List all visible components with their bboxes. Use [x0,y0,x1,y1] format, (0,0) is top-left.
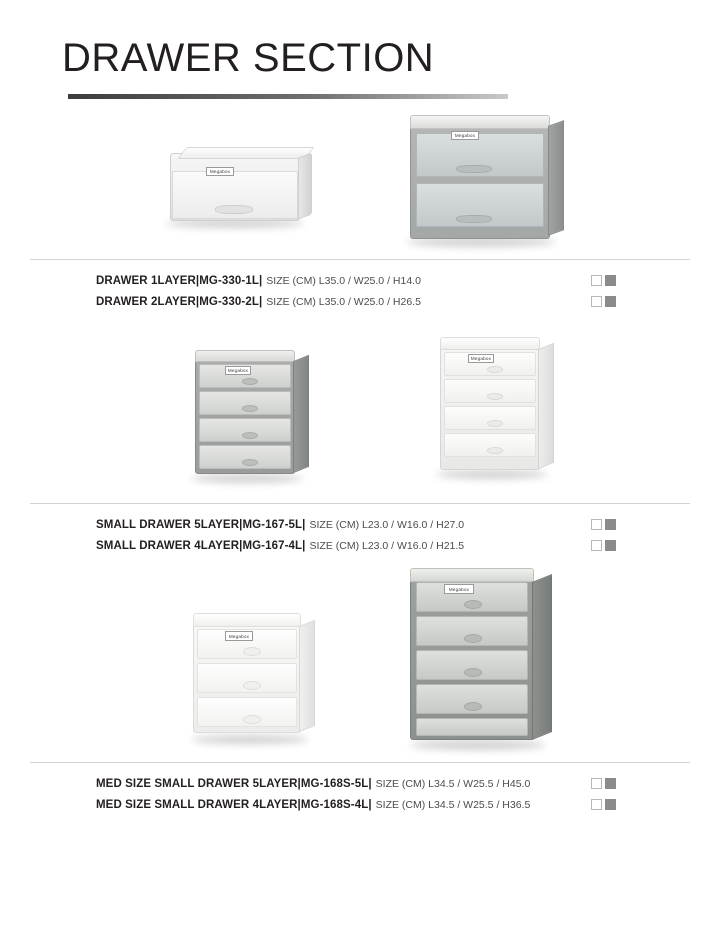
separator: | [368,777,372,790]
brand-label: Megabox [225,631,253,641]
separator: | [302,539,306,552]
section-drawer-330 [0,99,720,318]
product-size: SIZE (CM) L34.5 / W25.5 / H36.5 [375,798,531,811]
spec-block-1 [0,260,720,318]
separator: | [368,798,372,811]
color-swatches [591,296,690,307]
drawer-handle [215,205,253,214]
product-stage-2 [0,318,720,503]
swatch-gray[interactable] [605,275,616,286]
page-header [0,0,720,99]
product-image-med-drawer-5layer [400,562,560,757]
shadow [410,740,546,750]
drawer-pull-1 [487,366,503,373]
drawer-pull-2 [242,405,258,412]
product-size: SIZE (CM) L23.0 / W16.0 / H21.5 [309,539,465,552]
swatch-gray[interactable] [605,519,616,530]
product-name: DRAWER 1LAYER [96,274,196,287]
brand-label: Megabox [468,354,494,363]
cabinet-side-face [548,120,564,236]
cabinet-side-face [532,574,552,740]
product-image-drawer-1layer [160,145,310,229]
separator: | [195,274,200,287]
spec-block-2 [0,504,720,562]
product-image-med-drawer-4layer [185,605,315,750]
product-name: MED SIZE SMALL DRAWER 4LAYER [96,798,298,811]
shadow [191,474,303,483]
drawer-pull-4 [487,447,503,454]
swatch-white[interactable] [591,799,602,810]
color-swatches [591,799,690,810]
product-code: MG-168S-4L [300,798,369,811]
drawer-pull-4 [242,459,258,466]
product-size: SIZE (CM) L35.0 / W25.0 / H26.5 [266,295,421,308]
swatch-gray[interactable] [605,799,616,810]
swatch-white[interactable] [591,519,602,530]
product-size: SIZE (CM) L35.0 / W25.0 / H14.0 [266,274,421,287]
swatch-white[interactable] [591,778,602,789]
spec-row [30,291,690,312]
drawer-top-face [177,147,314,159]
drawer-pull-2 [487,393,503,400]
brand-label: Megabox [225,366,251,375]
separator: | [258,274,263,287]
product-code: MG-168S-5L [300,777,369,790]
product-size: SIZE (CM) L34.5 / W25.5 / H45.0 [375,777,531,790]
spec-row [30,773,690,794]
drawer-pull-3 [464,668,482,677]
cabinet-top-lid [410,568,534,582]
drawer-pull-1 [243,647,261,656]
cabinet-side-face [293,355,309,473]
color-swatches [591,540,690,551]
swatch-gray[interactable] [605,778,616,789]
separator: | [297,798,301,811]
product-image-small-drawer-4layer [430,328,560,488]
drawer-pull-1 [464,600,482,609]
cabinet-side-face [299,620,315,732]
spec-row [30,514,690,535]
product-stage-3 [0,562,720,762]
separator: | [195,295,200,308]
shadow [191,735,309,744]
cabinet-top-lid [440,337,540,350]
swatch-white[interactable] [591,540,602,551]
separator: | [258,295,263,308]
section-small-drawer-167 [0,318,720,562]
drawer-pull-2 [464,634,482,643]
product-name: MED SIZE SMALL DRAWER 5LAYER [96,777,298,790]
color-swatches [591,519,690,530]
swatch-white[interactable] [591,296,602,307]
brand-label: Megabox [444,584,474,594]
separator: | [302,518,306,531]
product-image-drawer-2layer [398,109,566,249]
page-title: DRAWER SECTION [62,36,435,80]
product-code: MG-167-5L [242,518,303,531]
color-swatches [591,778,690,789]
cabinet-side-face [538,343,554,469]
product-size: SIZE (CM) L23.0 / W16.0 / H27.0 [309,518,465,531]
drawer-pull-2 [243,681,261,690]
drawer-pull-1 [242,378,258,385]
color-swatches [591,275,690,286]
product-name: DRAWER 2LAYER [96,295,196,308]
drawer-handle-upper [456,165,492,173]
product-image-small-drawer-5layer [185,338,315,488]
separator: | [239,518,243,531]
section-med-small-drawer-168s [0,562,720,821]
spec-row [30,794,690,815]
drawer-pull-3 [242,432,258,439]
separator: | [239,539,243,552]
cabinet-drawer-5 [416,718,528,736]
swatch-white[interactable] [591,275,602,286]
cabinet-top-lid [195,350,295,362]
swatch-gray[interactable] [605,296,616,307]
product-stage-1 [0,99,720,259]
brand-label: Megabox [206,167,234,176]
product-code: MG-330-1L [199,274,259,287]
drawer-side-face [298,152,312,219]
product-code: MG-330-2L [199,295,259,308]
drawer-handle-lower [456,215,492,223]
spec-row [30,535,690,556]
brand-label: Megabox [451,131,479,140]
cabinet-top-lid [193,613,301,627]
spec-row [30,270,690,291]
product-code: MG-167-4L [242,539,303,552]
drawer-pull-3 [487,420,503,427]
swatch-gray[interactable] [605,540,616,551]
drawer-pull-3 [243,715,261,724]
drawer-pull-4 [464,702,482,711]
separator: | [297,777,301,790]
product-name: SMALL DRAWER 4LAYER [96,539,240,552]
cabinet-top-lid [410,115,550,129]
shadow [436,470,548,479]
product-name: SMALL DRAWER 5LAYER [96,518,240,531]
spec-block-3 [0,763,720,821]
